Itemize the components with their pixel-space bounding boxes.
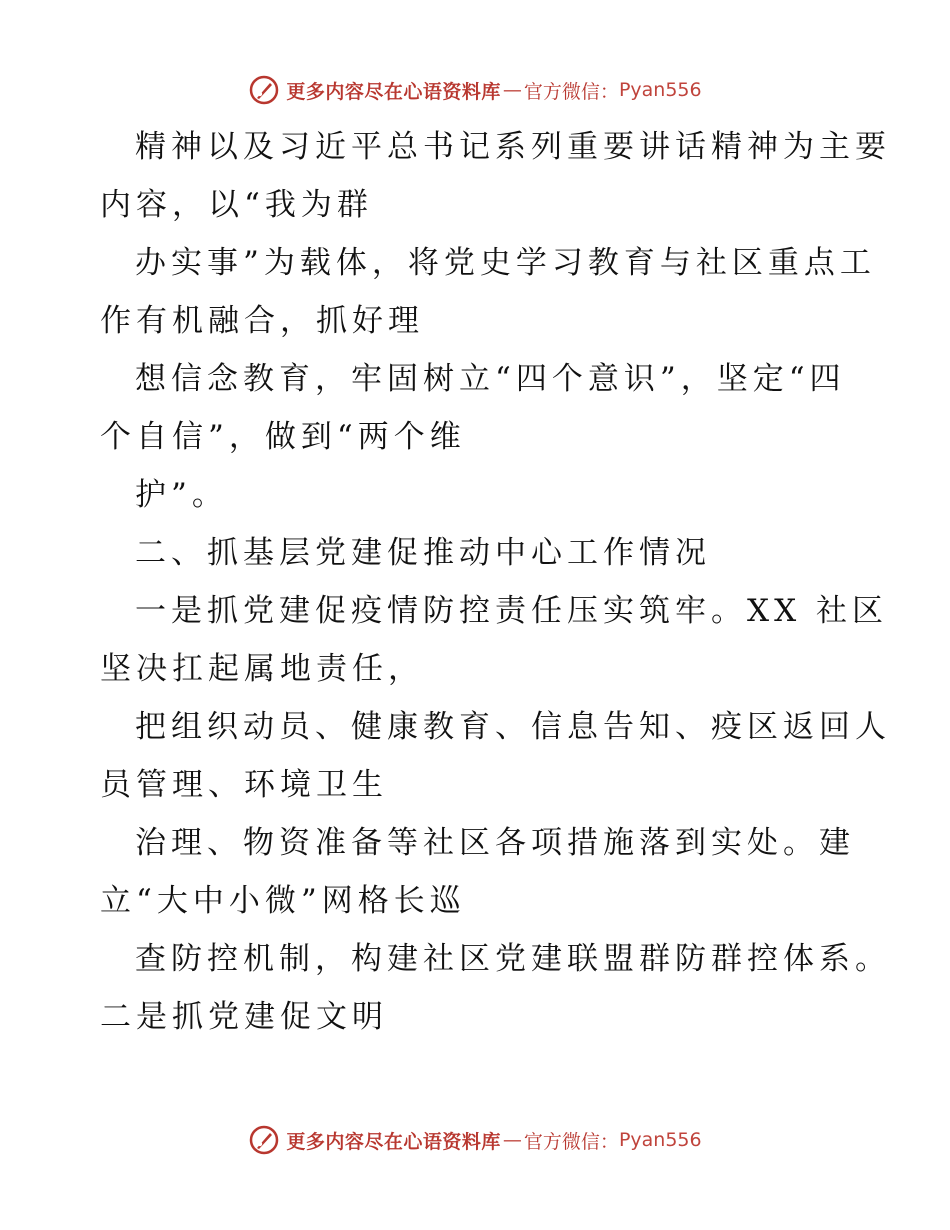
watermark-wechat-id: Pyan556 (618, 79, 702, 101)
text-line: 把组织动员、健康教育、信息告知、疫区返回人 (135, 709, 891, 745)
quill-logo-icon (248, 74, 280, 106)
quill-logo-icon (248, 1124, 280, 1156)
watermark-site-text: 更多内容尽在心语资料库 (286, 80, 501, 103)
watermark-site-text: 更多内容尽在心语资料库 (286, 1130, 501, 1153)
text-line: 坚决扛起属地责任， (100, 651, 424, 687)
watermark-separator: — (502, 79, 522, 101)
text-line: 治理、物资准备等社区各项措施落到实处。建 (135, 825, 855, 861)
text-line: 立“大中小微”网格长巡 (100, 883, 466, 919)
document-body (100, 118, 891, 1046)
watermark-wechat-id: Pyan556 (618, 1129, 702, 1151)
text-line: 二是抓党建促文明 (100, 999, 388, 1035)
header-watermark (0, 70, 950, 110)
text-line: 二、抓基层党建促推动中心工作情况 (135, 535, 711, 571)
text-line: 精神以及习近平总书记系列重要讲话精神为主要 (135, 129, 891, 165)
text-line: 一是抓党建促疫情防控责任压实筑牢。XX 社区 (135, 593, 888, 629)
watermark-wechat-label: 官方微信： (523, 1130, 619, 1153)
text-line: 查防控机制，构建社区党建联盟群防群控体系。 (135, 941, 891, 977)
watermark-wechat-label: 官方微信： (523, 80, 619, 103)
text-line: 个自信”，做到“两个维 (100, 419, 466, 455)
text-line: 员管理、环境卫生 (100, 767, 388, 803)
text-line: 内容，以“我为群 (100, 187, 373, 223)
text-line: 作有机融合，抓好理 (100, 303, 424, 339)
footer-watermark (0, 1120, 950, 1160)
text-line: 想信念教育，牢固树立“四个意识”，坚定“四 (135, 361, 846, 397)
text-line: 办实事”为载体，将党史学习教育与社区重点工 (135, 245, 876, 281)
text-line: 护”。 (135, 477, 228, 513)
watermark-separator: — (502, 1129, 522, 1151)
